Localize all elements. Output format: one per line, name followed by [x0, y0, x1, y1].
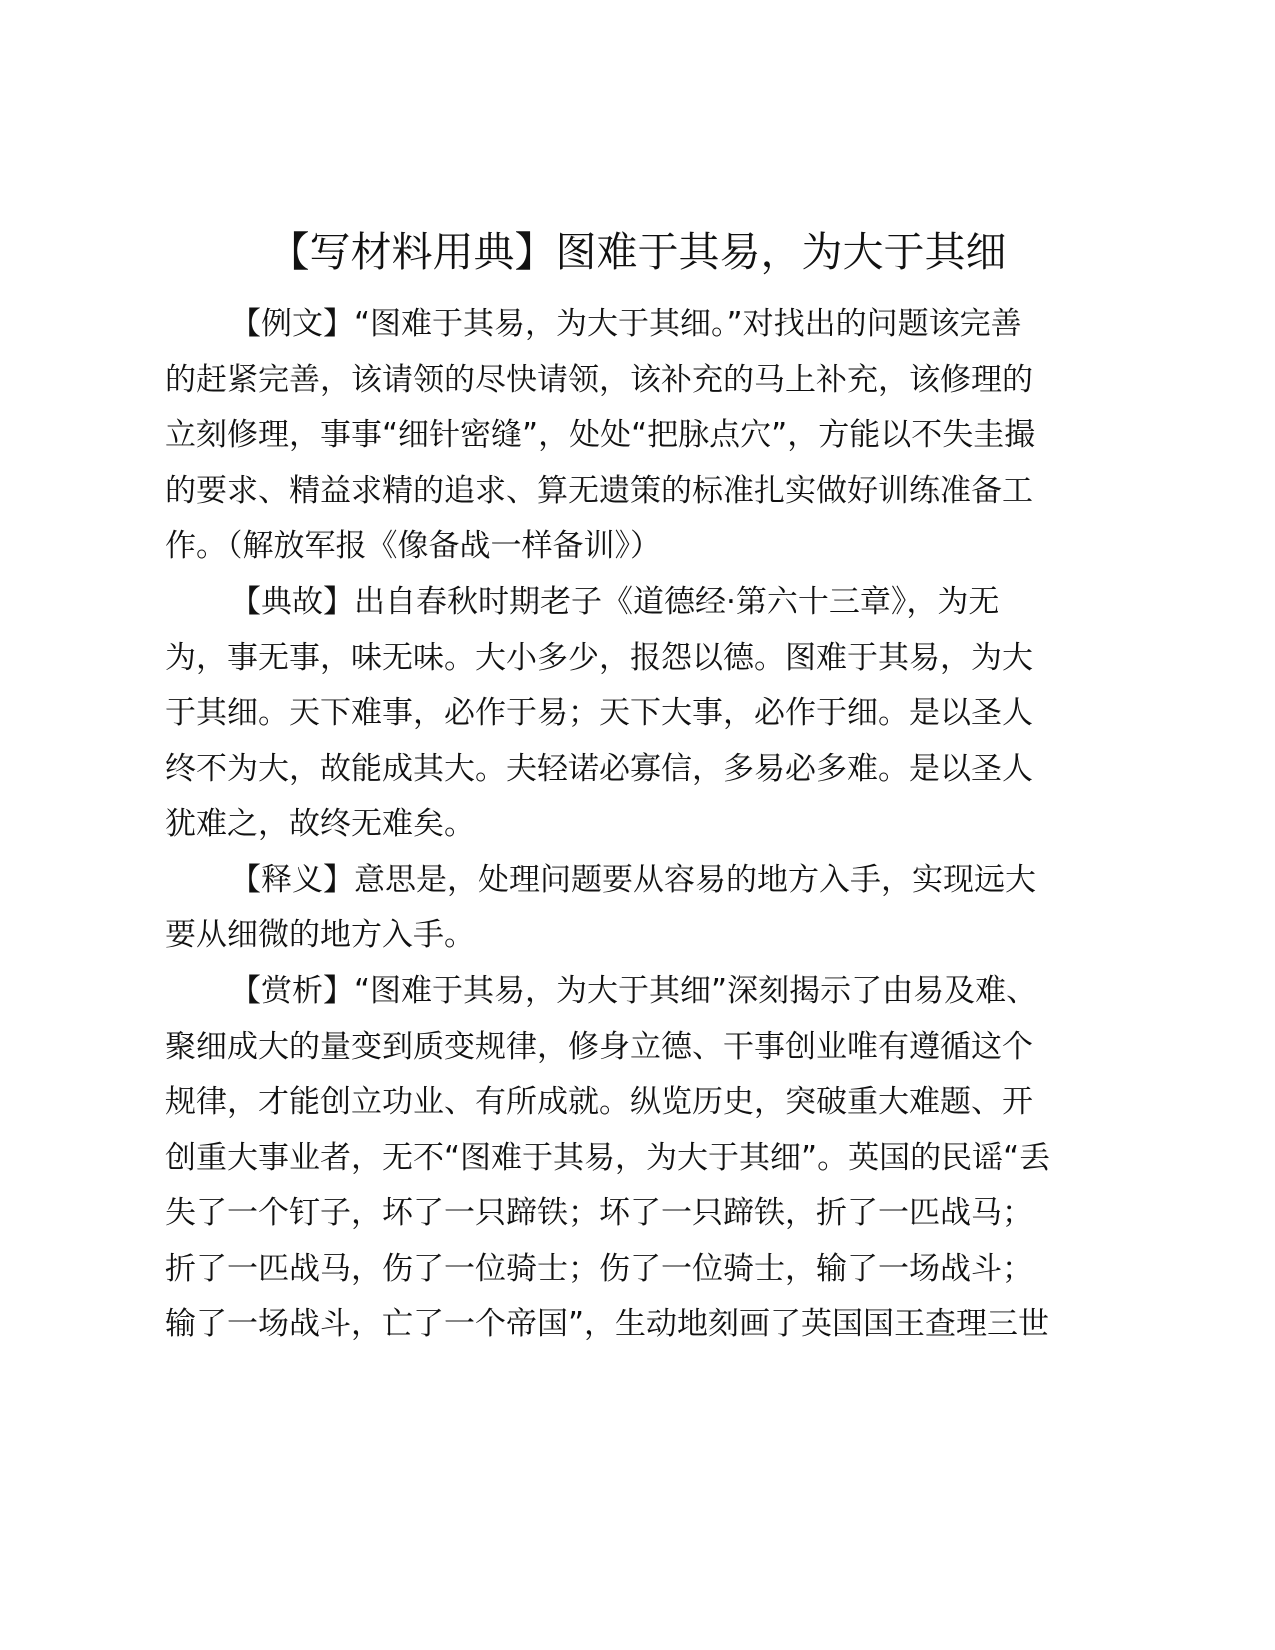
paragraph-analysis-line: 输了一场战斗，亡了一个帝国”，生动地刻画了英国国王查理三世: [165, 1306, 1050, 1342]
paragraph-analysis-line: 规律，才能创立功业、有所成就。纵览历史，突破重大难题、开: [165, 1084, 1033, 1120]
paragraph-meaning-line: 要从细微的地方入手。: [165, 917, 475, 953]
paragraph-allusion-line: 为，事无事，味无味。大小多少，报怨以德。图难于其易，为大: [165, 640, 1033, 676]
paragraph-analysis-line: 创重大事业者，无不“图难于其易，为大于其细”。英国的民谣“丢: [165, 1140, 1051, 1176]
paragraph-allusion-line: 终不为大，故能成其大。夫轻诺必寡信，多易必多难。是以圣人: [165, 751, 1033, 787]
document-title: 【写材料用典】图难于其易，为大于其细: [268, 228, 1007, 276]
paragraph-analysis-line: 聚细成大的量变到质变规律，修身立德、干事创业唯有遵循这个: [165, 1029, 1033, 1065]
paragraph-example-line: 【例文】“图难于其易，为大于其细。”对找出的问题该完善: [230, 306, 1022, 342]
paragraph-meaning-line: 【释义】意思是，处理问题要从容易的地方入手，实现远大: [230, 862, 1036, 898]
paragraph-example-line: 的赶紧完善，该请领的尽快请领，该补充的马上补充，该修理的: [165, 362, 1033, 398]
paragraph-analysis-line: 【赏析】“图难于其易，为大于其细”深刻揭示了由易及难、: [230, 973, 1038, 1009]
paragraph-analysis-line: 折了一匹战马，伤了一位骑士；伤了一位骑士，输了一场战斗；: [165, 1251, 1033, 1287]
paragraph-allusion-line: 于其细。天下难事，必作于易；天下大事，必作于细。是以圣人: [165, 695, 1033, 731]
paragraph-example-line: 的要求、精益求精的追求、算无遗策的标准扎实做好训练准备工: [165, 473, 1033, 509]
paragraph-analysis-line: 失了一个钉子，坏了一只蹄铁；坏了一只蹄铁，折了一匹战马；: [165, 1195, 1033, 1231]
paragraph-allusion-line: 犹难之，故终无难矣。: [165, 806, 475, 842]
paragraph-example-line: 立刻修理，事事“细针密缝”，处处“把脉点穴”，方能以不失圭撮: [165, 417, 1036, 453]
paragraph-allusion-line: 【典故】出自春秋时期老子《道德经·第六十三章》，为无: [230, 584, 1000, 620]
paragraph-example-line: 作。（解放军报《像备战一样备训》）: [165, 528, 661, 564]
